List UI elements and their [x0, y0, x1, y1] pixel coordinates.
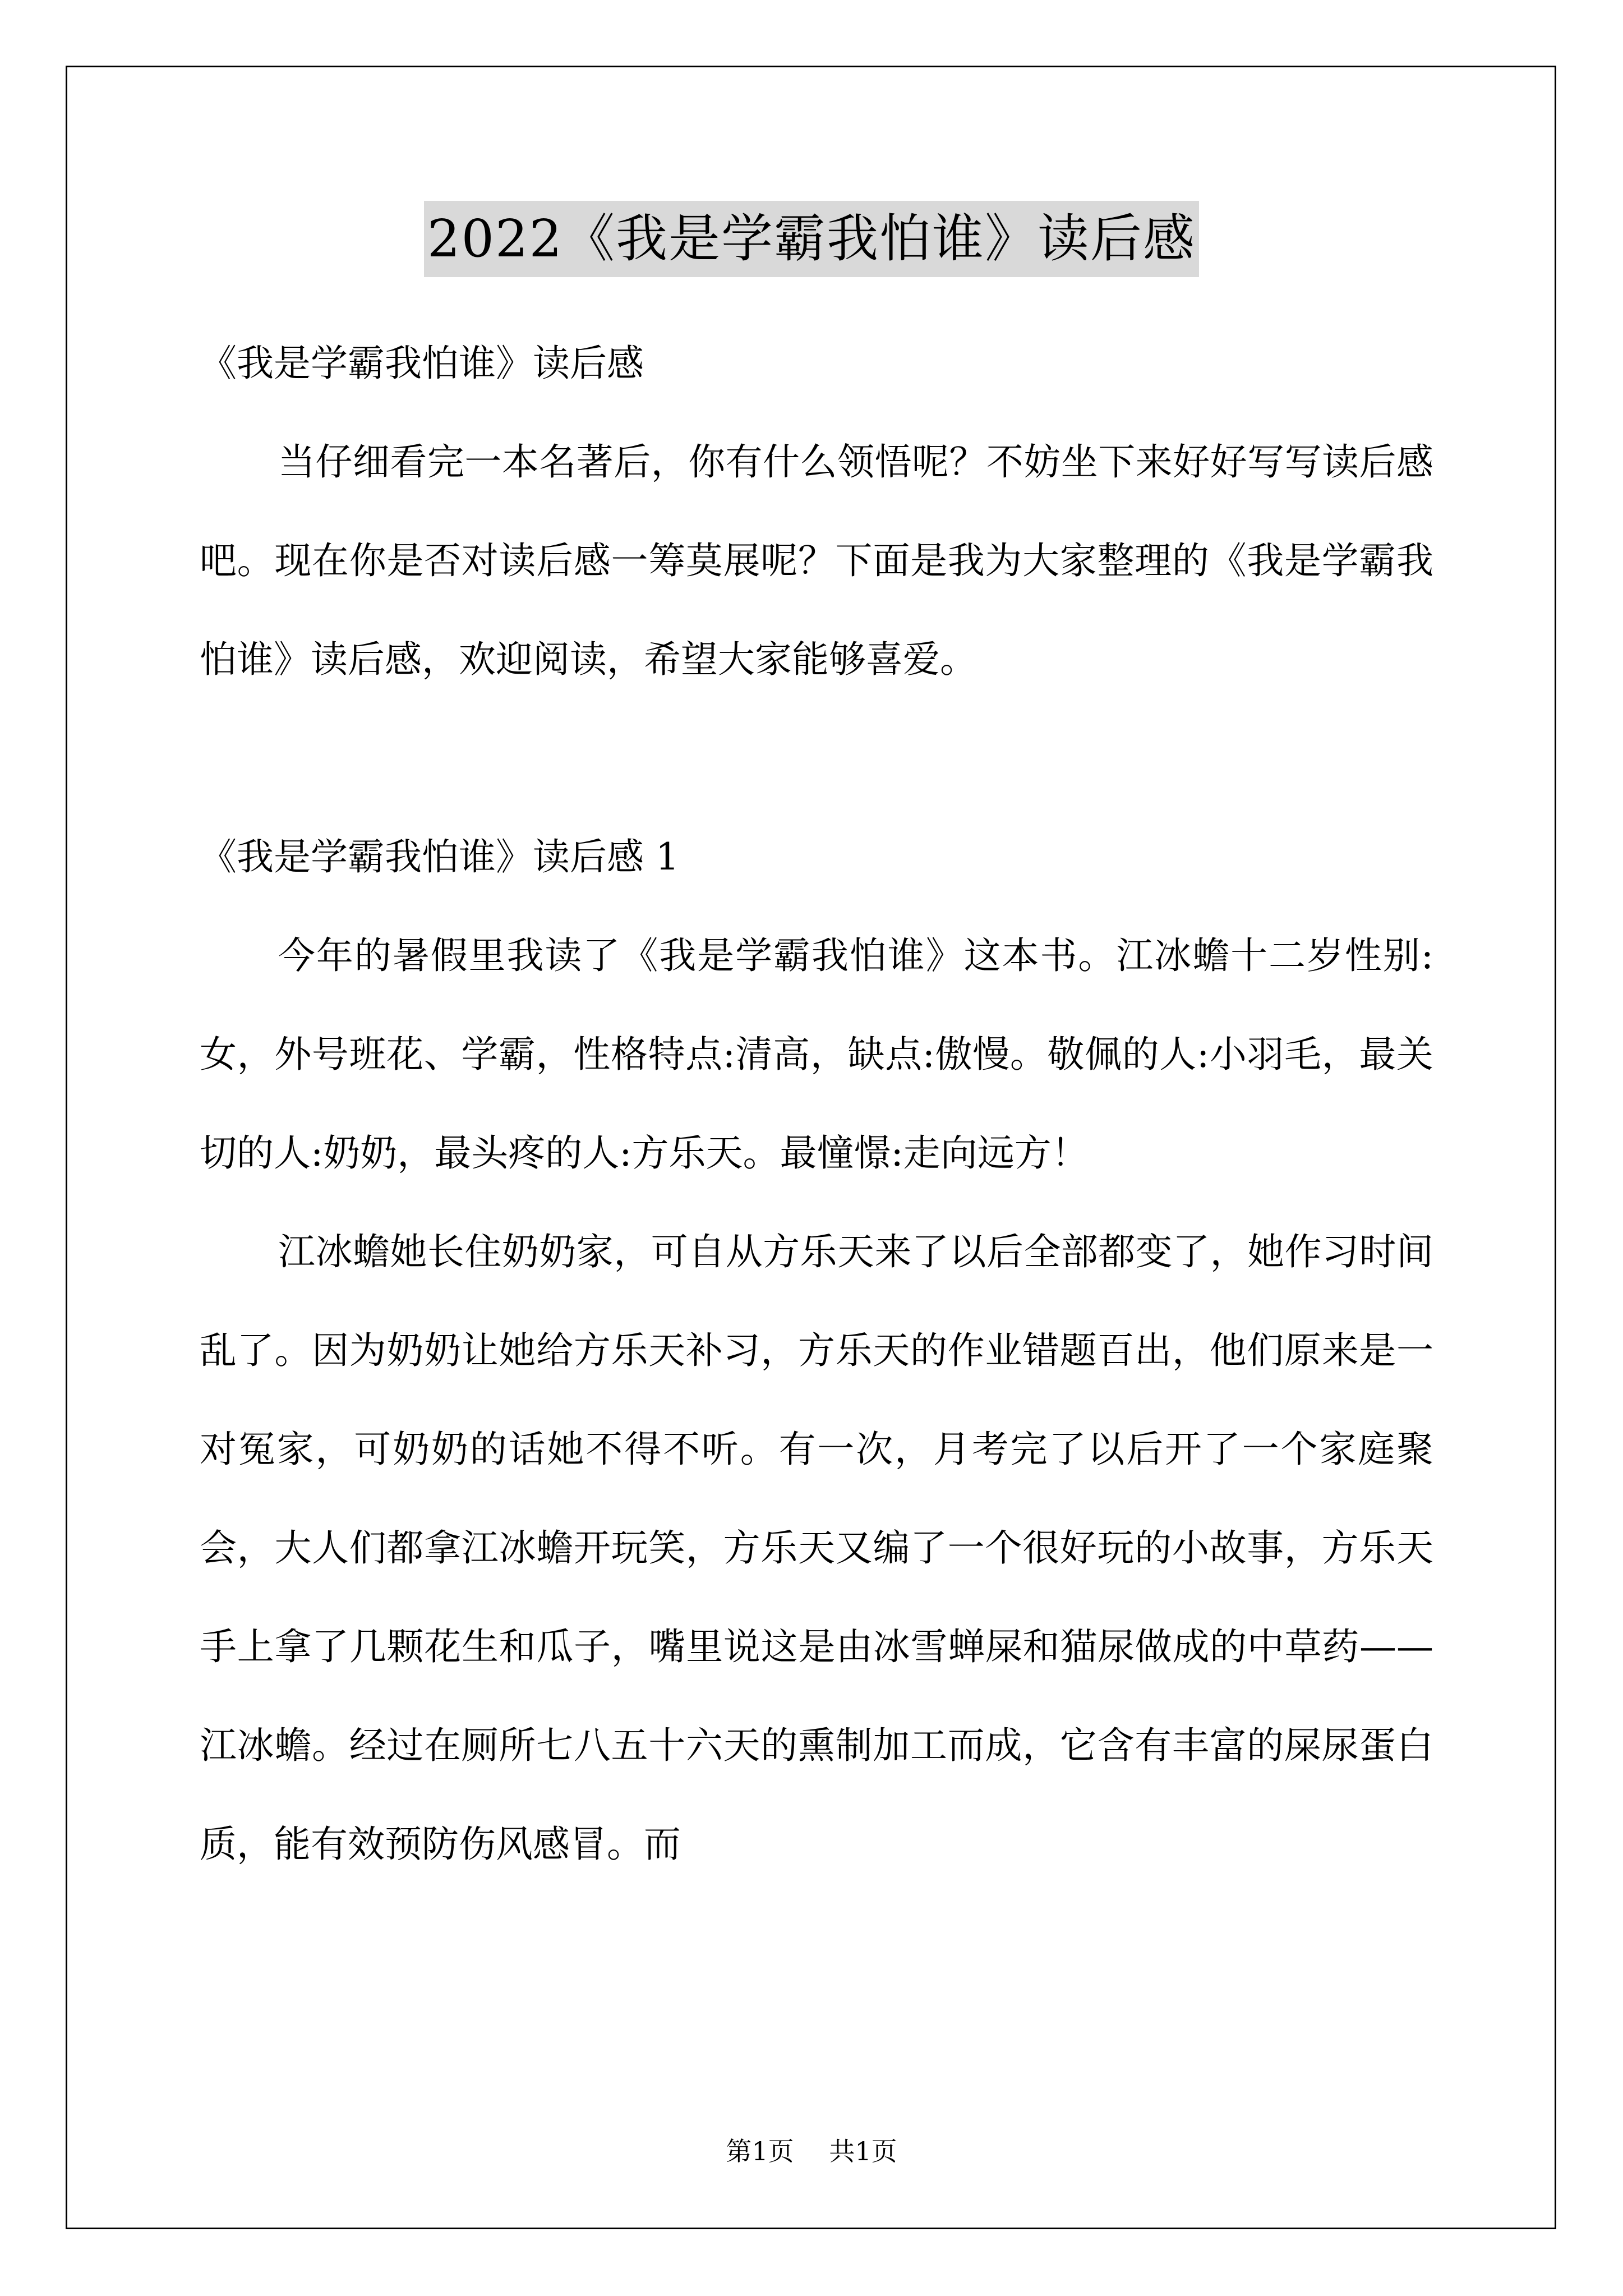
page-total: 共1页 — [829, 2136, 897, 2166]
page-footer — [0, 2134, 1623, 2168]
section-heading: 《我是学霸我怕谁》读后感 1 — [200, 835, 679, 878]
intro-paragraph: 当仔细看完一本名著后，你有什么领悟呢？不妨坐下来好好写写读后感吧。现在你是否对读后感一筹莫展呢？下面是我为大家整理的《我是学霸我怕谁》读后感，欢迎阅读，希望大家能够喜爱。 — [200, 440, 1433, 681]
page-number: 第1页 — [726, 2136, 794, 2166]
document-subtitle: 《我是学霸我怕谁》读后感 — [200, 342, 644, 385]
document-title: 2022《我是学霸我怕谁》读后感 — [424, 201, 1199, 277]
body-paragraph-2: 江冰蟾她长住奶奶家，可自从方乐天来了以后全部都变了，她作习时间乱了。因为奶奶让她给方乐天补习，方乐天的作业错题百出，他们原来是一对冤家，可奶奶的话她不得不听。有一次，月考完了以后开了一个家庭聚会，大人们都拿江冰蟾开玩笑，方乐天又编了一个很好玩的小故事，方乐天手上拿了几颗花生和瓜子，嘴里说这是由冰雪蝉屎和猫尿做成的中草药——江冰蟾。经过在厕所七八五十六天的熏制加工而成，它含有丰富的屎尿蛋白质，能有效预防伤风感冒。而 — [200, 1230, 1433, 1866]
document-body — [200, 314, 1433, 1894]
body-paragraph-1: 今年的暑假里我读了《我是学霸我怕谁》这本书。江冰蟾十二岁性别:女，外号班花、学霸，性格特点:清高，缺点:傲慢。敬佩的人:小羽毛，最关切的人:奶奶，最头疼的人:方乐天。最憧憬:走向远方！ — [200, 934, 1433, 1175]
title-container — [0, 201, 1623, 277]
spacer — [200, 709, 1433, 808]
